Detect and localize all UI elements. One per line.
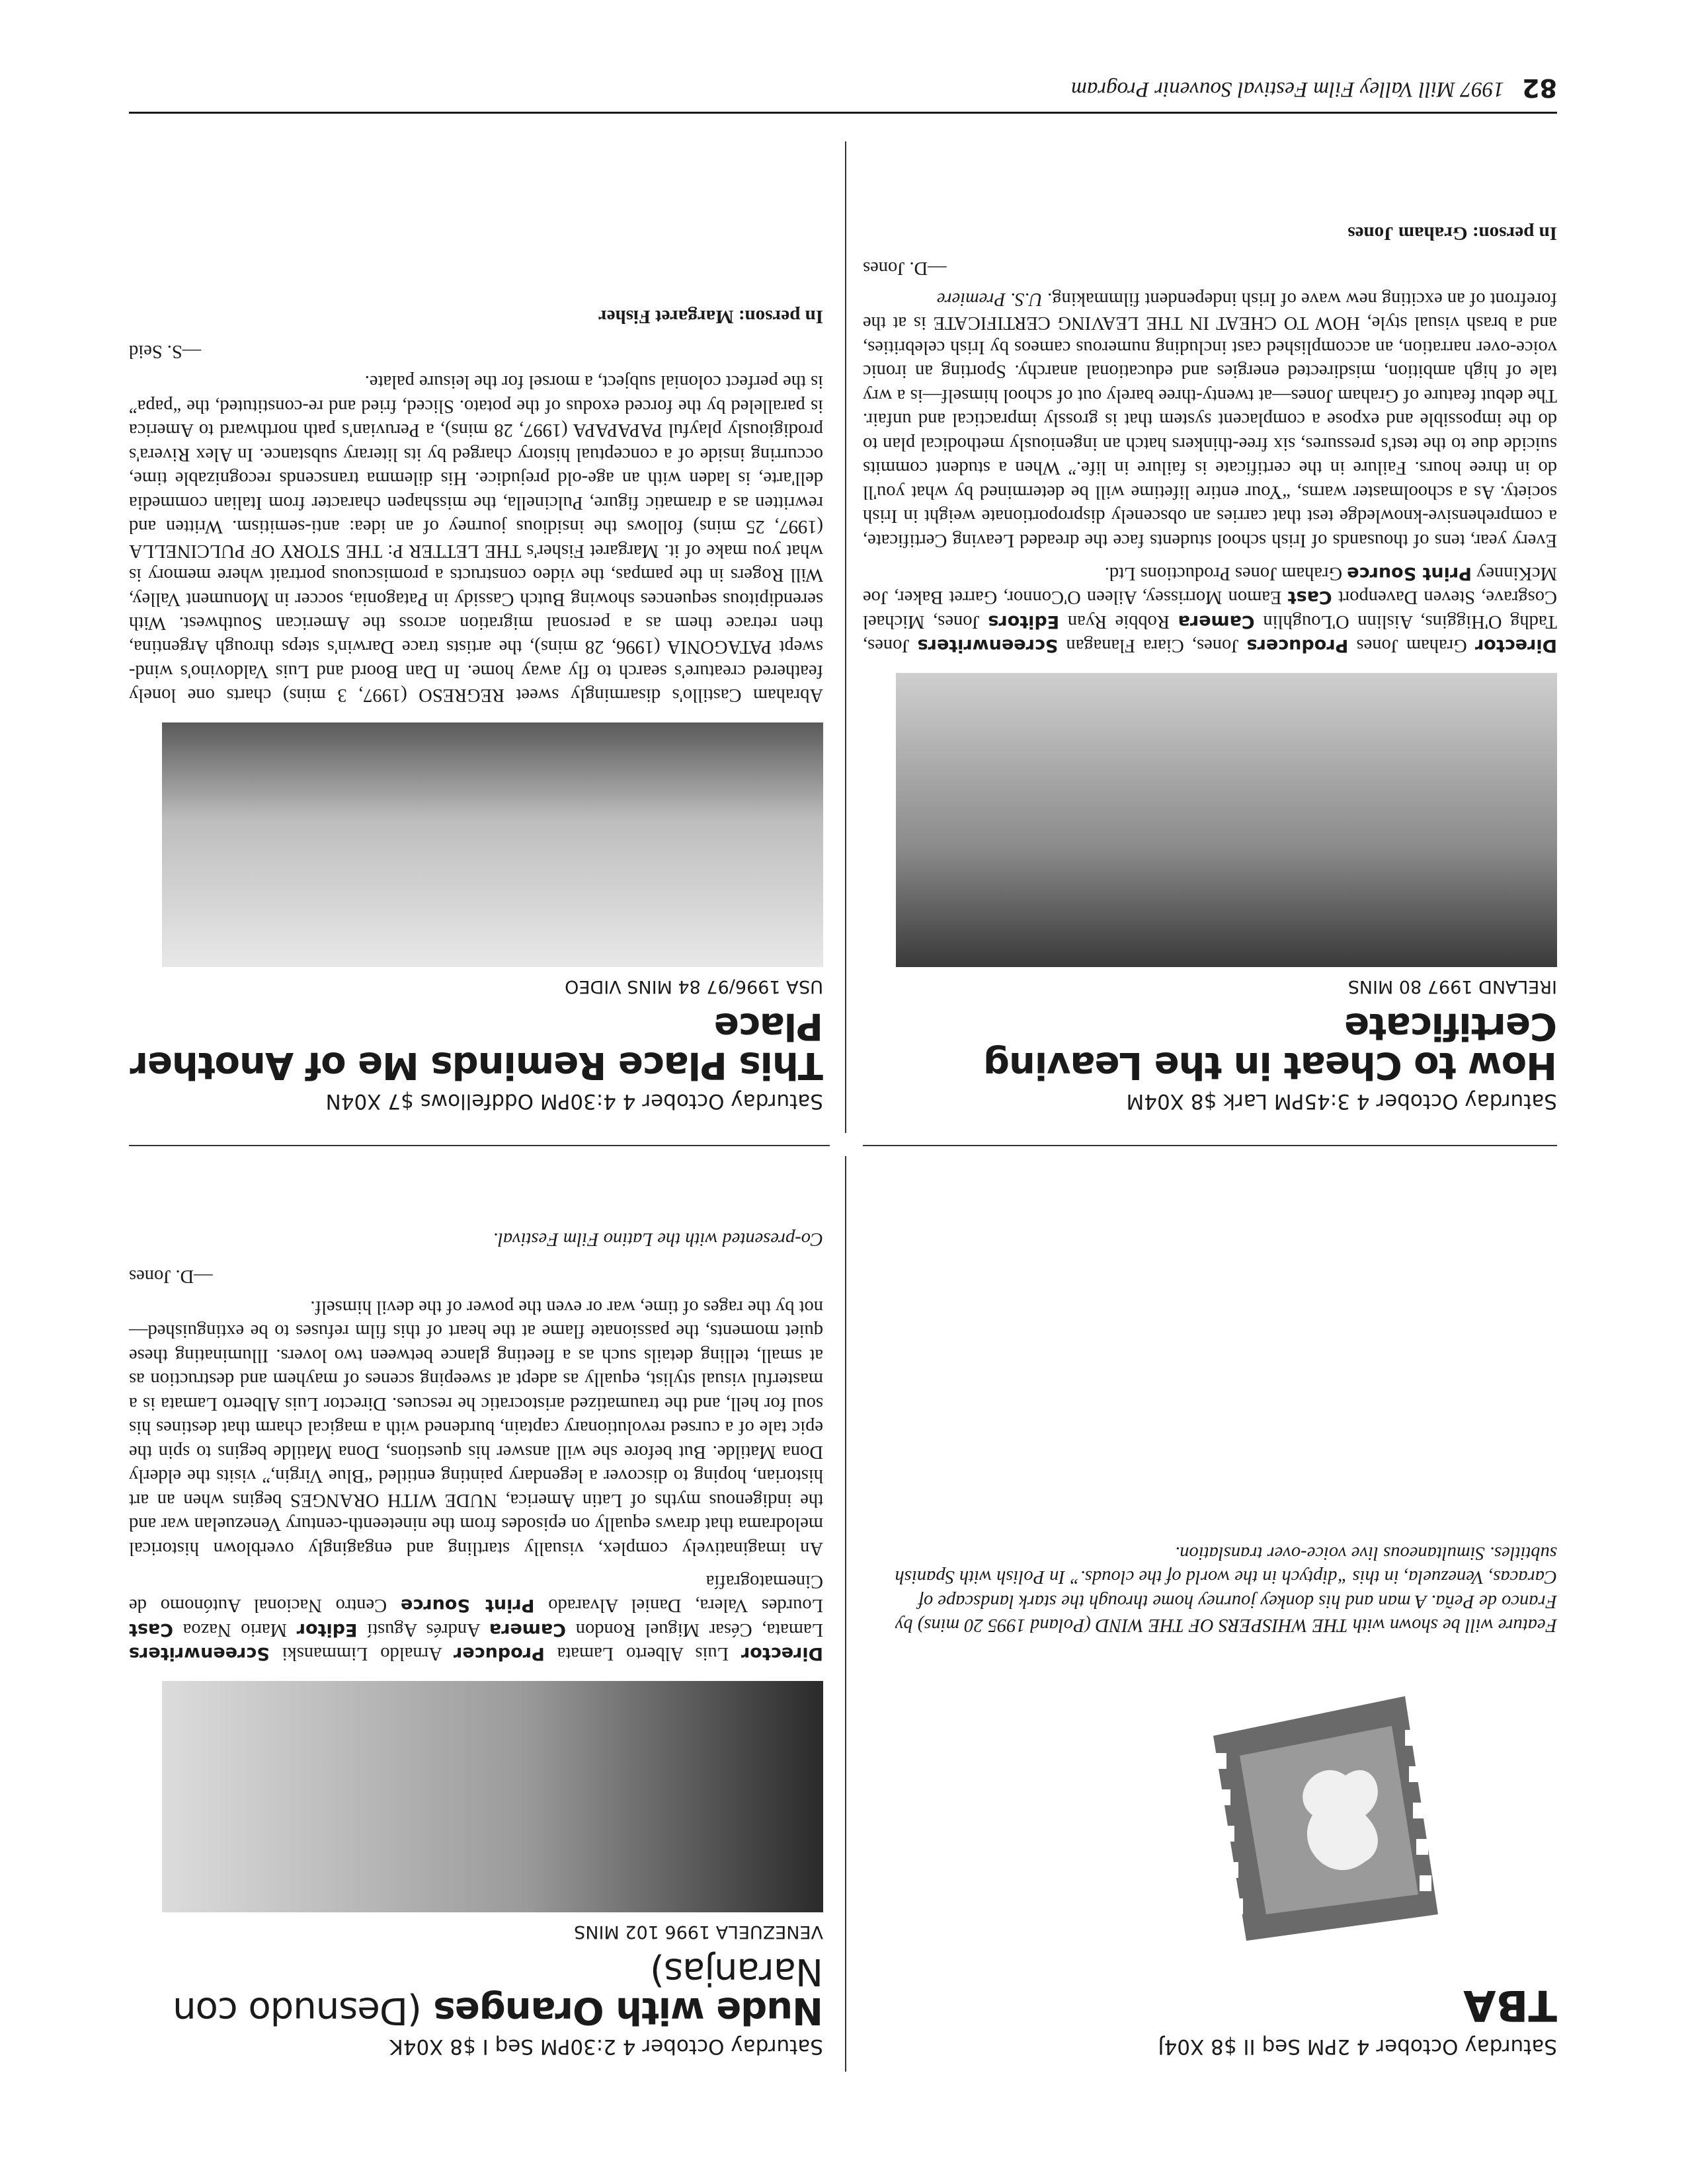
film-entry-how-to-cheat (863, 222, 1557, 1113)
credit-role: Cast (1287, 587, 1332, 608)
film-title (129, 1950, 823, 2032)
credit-names: Eamon Morrissey, Aileen O'Connor, Garret Baker, Joe McKinney (862, 563, 1557, 608)
film-meta: IRELAND 1997 80 MINS (1347, 976, 1557, 997)
credit-role: Cast (128, 1619, 173, 1640)
credit-role: Producer (453, 1643, 545, 1664)
page-header (129, 72, 1557, 114)
in-person-guest: In person: Graham Jones (1347, 223, 1557, 245)
film-still-image (162, 722, 823, 967)
credit-names: Jones, Ciara Flanagan (1066, 635, 1239, 656)
credit-names: Lourdes Valera, Daniel Alvarado (548, 1595, 823, 1616)
film-entry-this-place (129, 305, 823, 1113)
film-meta: USA 1996/97 84 MINS VIDEO (565, 976, 823, 997)
credit-names: Luis Alberto Lamata (557, 1643, 729, 1664)
credit-role: Camera (489, 1619, 566, 1640)
film-description: An imaginatively complex, visually startling and engagingly overblown historical melodrama that draws equally on episodes from the nineteenth-century Venezuelan war and the indigenous myths of Latin America, NUDE WITH ORANGES begins when an art historian, hoping to discover a legendary painting entitled “Blue Virgin,” visits the elderly Dona Matilde. But before she will answer his questions, Dona Matilde begins to spin the epic tale of a cursed revolutionary captain, burdened with a magical charm that destines his soul for hell, and the traumatized aristocratic he rescues. Director Luis Alberto Lamata is a masterful visual stylist, equally as adept at sweeping scenes of mayhem and destruction as at small, telling details such as a fleeting glance between two lovers. Illuminating these quiet moments, the passionate flame at the heart of this film refuses to be extinguished—not by the rages of time, war or even the power of the devil himself. (129, 1296, 823, 1559)
credit-role: Editor (296, 1619, 358, 1640)
film-still-image (162, 1681, 823, 1912)
credit-role: Print Source (1347, 563, 1472, 584)
credit-names: Jones, Tadhg O'Higgins, Aislinn O'Loughlin (862, 611, 1557, 656)
film-credits (129, 1569, 823, 1666)
credit-names: Robbie Ryan (1067, 611, 1170, 632)
credit-role: Screenwriters (128, 1643, 270, 1664)
co-presenter-note: Co-presented with the Latino Film Festival. (493, 1229, 823, 1250)
credit-role: Producers (1246, 635, 1349, 656)
reviewer-signature: —D. Jones (129, 1266, 213, 1287)
film-credits (863, 561, 1557, 658)
credit-names: Andrés Agustí (367, 1619, 481, 1640)
film-entry-tba (863, 1540, 1557, 2058)
page-number: 82 (1522, 73, 1557, 102)
screening-note: Feature will be shown with THE WHISPERS OF THE WIND (Poland 1995 20 mins) by Franco de Peña. A man and his donkey journey home through the stark landscape of Caracas, Venezuela, in this “diptych in the world of the clouds.” In Polish with Spanish subtitles. Simultaneous live voice-over translation. (895, 1542, 1557, 1635)
credit-names: Jones, Michael Cosgrave, Steven Davenport (863, 587, 1557, 632)
description-text: Every year, tens of thousands of Irish school students face the dreaded Leaving Certificate, a comprehensive-knowledge test that carries an obscenely disproportionate weight in Irish society. As a schoolmaster warns, “Your entire lifetime will be determined by what you'll do in three hours. Failure in the certificate is failure in life.” When a student commits suicide due to the test's pressures, six free-thinkers hatch an ingeniously methodical plan to do the impossible and expose a complacent system that is grossly impractical and unfair. The debut feature of Graham Jones—at twenty-three barely out of school himself—is a wry tale of high ambition, misdirected energies and educational anarchy. Sporting an ironic voice-over narration, an accomplished cast including numerous cameos by Irish celebrities, and a brash visual style, HOW TO CHEAT IN THE LEAVING CERTIFICATE is at the forefront of an exciting new wave of Irish independent filmmaking. (863, 288, 1557, 551)
in-person-guest: In person: Margaret Fisher (598, 305, 823, 327)
film-meta: VENEZUELA 1996 102 MINS (574, 1922, 823, 1943)
credit-names: Centro Nacional Autónomo de Cinematografía (128, 1571, 823, 1616)
film-still-image (896, 673, 1557, 967)
credit-names: Arnaldo Limmanski (282, 1643, 442, 1664)
program-title: 1997 Mill Valley Film Festival Souvenir Program (1070, 77, 1504, 101)
credit-role: Director (1474, 635, 1557, 656)
credit-names: Graham Jones (1356, 635, 1467, 656)
film-description: Abraham Castillo's disarmingly sweet REGRESO (1997, 3 mins) charts one lonely feathered creature's search to fly away home. In Dan Boord and Luis Valdovino's wind-swept PATAGONIA (1996, 28 mins), the artists trace Darwin's steps through Argentina, then retrace them as a personal migration across the American Southwest. With serendipitous sequences showing Butch Cassidy in Patagonia, soccer in Monument Valley, Will Rogers in the pampas, the video constructs a promiscuous portrait where memory is what you make of it. Margaret Fisher's THE LETTER P: THE STORY OF PULCINELLA (1997, 25 mins) follows the insidious journey of an idea: anti-semitism. Written and rewritten as a dramatic figure, Pulcinella, the misshapen character from Italian commedia dell'arte, is laden with an age-old prejudice. His dilemma transcends recognizable time, occurring inside of a conceptual history charged by its literary substance. In Alex Rivera's prodigiously playful PAPAPAPA (1997, 28 mins), a Peruvian's path northward to America is paralleled by the forced exodus of the potato. Sliced, fried and re-constituted, the “papa” is the perfect colonial subject, a morsel for the leisure palate. (129, 371, 823, 706)
film-title: How to Cheat in the Leaving Certificate (983, 1005, 1557, 1087)
row-divider-left (863, 1145, 1557, 1146)
credit-names: Lamata, César Miguel Rondon (575, 1619, 823, 1640)
film-title: This Place Reminds Me of Another Place (130, 1005, 823, 1087)
column-divider (845, 1156, 846, 2072)
credit-role: Print Source (400, 1595, 535, 1616)
credit-role: Editors (988, 611, 1060, 632)
credit-names: Graham Jones Productions Ltd. (1104, 563, 1343, 584)
film-entry-nude-with-oranges (129, 1227, 823, 2058)
film-schedule: Saturday October 4 4:30PM Oddfellows $7 X04N (325, 1089, 823, 1113)
reviewer-signature: —S. Seid (129, 340, 202, 362)
credit-role: Screenwriters (917, 635, 1059, 656)
film-title-original: (Desnudo con Naranjas) (173, 1950, 823, 2032)
credit-role: Camera (1178, 611, 1255, 632)
reviewer-signature: —D. Jones (863, 258, 947, 279)
premiere-note: U.S. Premiere (936, 288, 1043, 309)
film-strip-logo (1187, 1676, 1465, 1954)
credit-names: Mario Nazoa (182, 1619, 287, 1640)
film-title-main: Nude with Oranges (434, 1989, 823, 2032)
row-divider-right (129, 1145, 830, 1146)
film-schedule: Saturday October 4 2:30PM Seq I $8 X04K (389, 2035, 823, 2058)
film-description (863, 286, 1557, 551)
film-schedule: Saturday October 4 2PM Seq II $8 X04J (1158, 2035, 1557, 2058)
film-schedule: Saturday October 4 3:45PM Lark $8 X04M (1126, 1089, 1557, 1113)
column-divider (845, 141, 846, 1133)
credit-role: Director (741, 1643, 823, 1664)
film-title: TBA (1463, 1980, 1557, 2029)
